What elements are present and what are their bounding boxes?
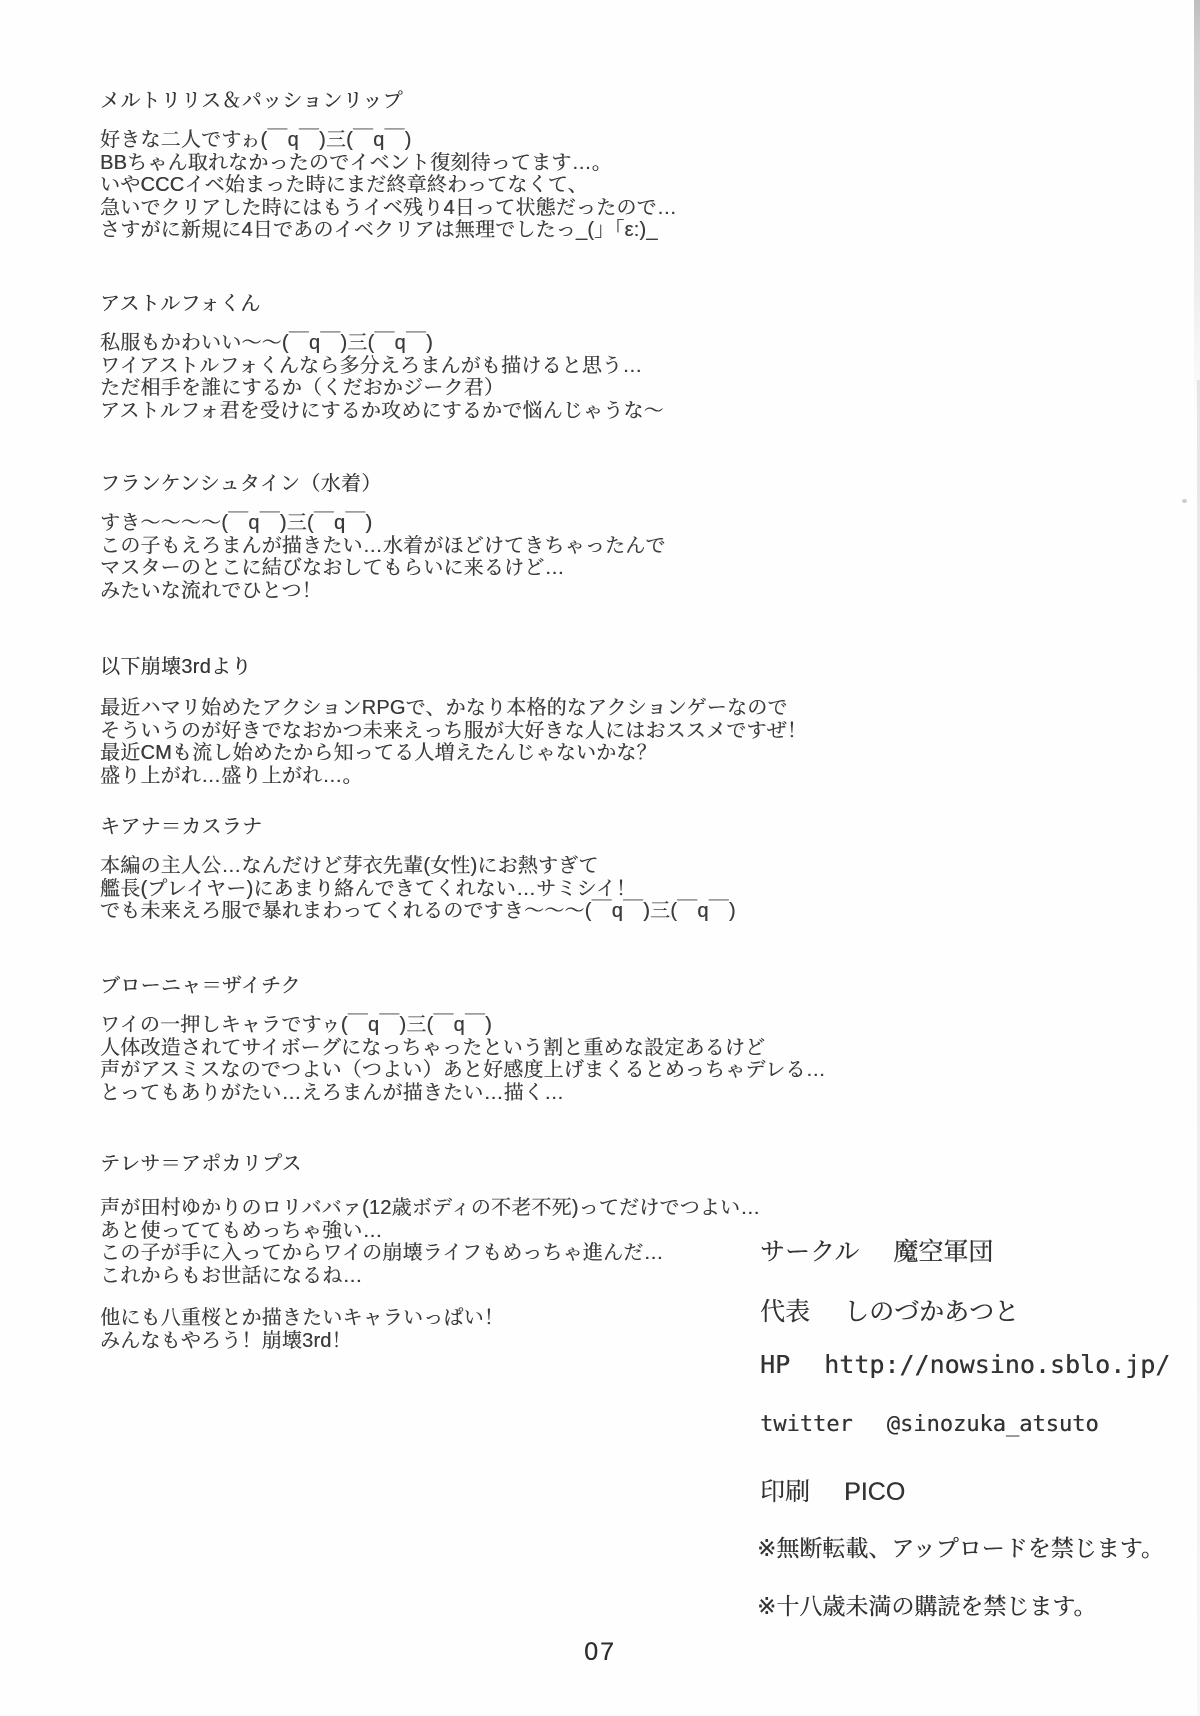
text-line: ただ相手を誰にするか（くだおかジーク君） [100, 377, 504, 399]
colophon-value: しのづかあつと [844, 1298, 1020, 1326]
colophon-value: 魔空軍団 [893, 1238, 994, 1266]
section-paragraph [100, 512, 666, 602]
section-title: メルトリリス＆パッションリップ [100, 90, 403, 112]
text-line: あと使っててもめっちゃ強い… [100, 1219, 383, 1242]
text-line: これからもお世話になるね… [100, 1264, 363, 1287]
text-line: すき～～～～(￣q￣)三(￣q￣) [100, 512, 373, 534]
colophon-notice: ※十八歳未満の購読を禁じます。 [757, 1593, 1097, 1619]
colophon-label: twitter [760, 1412, 853, 1437]
colophon-label: 代表 [760, 1298, 811, 1326]
colophon-label: 印刷 [760, 1478, 811, 1506]
text-line: さすがに新規に4日であのイベクリアは無理でしたっ_(」「ε:)_ [100, 219, 658, 241]
colophon-value: PICO [844, 1478, 906, 1506]
colophon-representative [760, 1292, 1019, 1328]
text-line: 私服もかわいい～～(￣q￣)三(￣q￣) [100, 332, 433, 354]
text-line: 艦長(プレイヤー)にあまり絡んできてくれない…サミシイ！ [100, 877, 637, 900]
text-line: 人体改造されてサイボーグになっちゃったという割と重めな設定あるけど [100, 1036, 766, 1059]
text-line: 本編の主人公…なんだけど芽衣先輩(女性)にお熱すぎて [100, 855, 599, 877]
text-line: この子もえろまんが描きたい…水着がほどけてきちゃったんで [100, 534, 666, 557]
text-line: でも未来えろ服で暴れまわってくれるのですき～～～(￣q￣)三(￣q￣) [100, 900, 736, 922]
section-paragraph [100, 129, 677, 242]
scan-edge-artifact [1194, 0, 1200, 420]
text-line: ワイの一押しキャラですゥ(￣q￣)三(￣q￣) [100, 1014, 492, 1036]
text-line: 最近CMも流し始めたから知ってる人増えたんじゃないかな？ [100, 742, 657, 764]
colophon-value: @sinozuka_atsuto [886, 1412, 1099, 1437]
text-line: BBちゃん取れなかったのでイベント復刻待ってます…。 [100, 151, 612, 174]
section-paragraph [100, 1307, 504, 1352]
text-line: そういうのが好きでなおかつ未来えっち服が大好きな人にはおススメですぜ！ [100, 719, 807, 742]
text-line: みたいな流れでひとつ！ [100, 579, 322, 602]
colophon-circle-name [760, 1232, 993, 1268]
text-line: 最近ハマリ始めたアクションRPGで、かなり本格的なアクションゲーなので [100, 697, 788, 719]
text-line: 他にも八重桜とか描きたいキャラいっぱい！ [100, 1307, 504, 1329]
text-line: とってもありがたい…えろまんが描きたい…描く… [100, 1081, 565, 1104]
text-line: 盛り上がれ…盛り上がれ…。 [100, 764, 363, 787]
section-title: キアナ＝カスラナ [100, 816, 263, 838]
colophon-label: HP [760, 1350, 791, 1379]
section-title: 以下崩壊3rdより [100, 656, 252, 678]
section-paragraph [100, 1197, 760, 1287]
text-line: 好きな二人ですゎ(￣q￣)三(￣q￣) [100, 129, 412, 151]
section-title: フランケンシュタイン（水着） [100, 473, 382, 495]
text-line: アストルフォ君を受けにするか攻めにするかで悩んじゃうな～ [100, 399, 664, 422]
section-title: アストルフォくん [100, 293, 261, 315]
colophon-twitter [760, 1412, 1099, 1437]
colophon-notice: ※無断転載、アップロードを禁じます。 [757, 1535, 1164, 1561]
text-line: みんなもやろう！崩壊3rd！ [100, 1329, 352, 1352]
section-paragraph [100, 332, 664, 422]
page-number: 07 [584, 1638, 616, 1666]
scan-speck-artifact [1182, 499, 1187, 503]
section-title: ブローニャ＝ザイチク [100, 975, 301, 997]
section-paragraph [100, 855, 736, 923]
text-line: 急いでクリアした時にはもうイベ残り4日って状態だったので… [100, 196, 677, 219]
section-title: テレサ＝アポカリプス [100, 1153, 302, 1175]
text-line: 声がアスミスなのでつよい（つよい）あと好感度上げまくるとめっちゃデレる… [100, 1059, 826, 1081]
text-line: ワイアストルフォくんなら多分えろまんがも描けると思う… [100, 354, 643, 377]
section-paragraph [100, 1014, 826, 1104]
text-line: いやCCCイベ始まった時にまだ終章終わってなくて、 [100, 174, 588, 196]
text-line: この子が手に入ってからワイの崩壊ライフもめっちゃ進んだ… [100, 1242, 664, 1264]
colophon-website [760, 1350, 1170, 1379]
text-line: マスターのとこに結びなおしてもらいに来るけど… [100, 557, 565, 579]
text-line: 声が田村ゆかりのロリババァ(12歳ボディの不老不死)ってだけでつよい… [100, 1197, 761, 1219]
section-paragraph [100, 697, 807, 787]
colophon-printer [760, 1472, 905, 1508]
colophon-label: サークル [760, 1238, 860, 1266]
colophon-value: http://nowsino.sblo.jp/ [824, 1350, 1171, 1379]
